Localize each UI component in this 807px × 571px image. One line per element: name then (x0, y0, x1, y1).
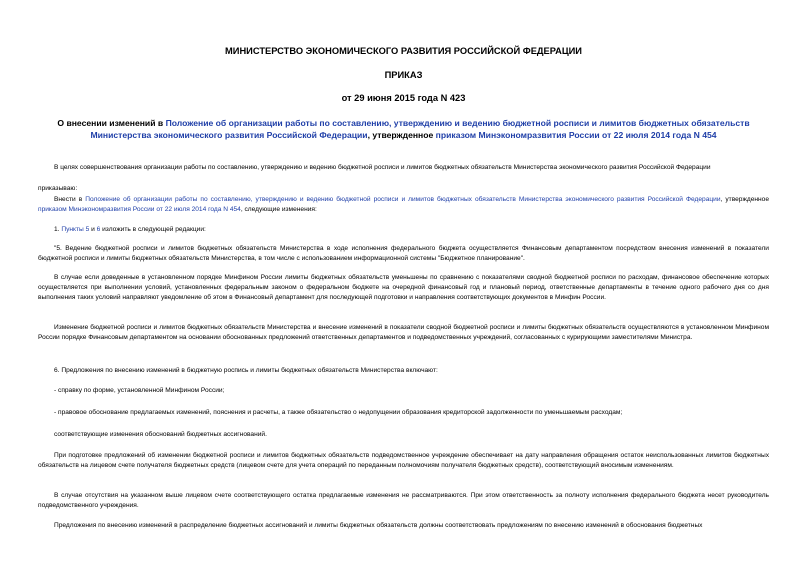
paragraph-8: 6. Предложения по внесению изменений в бюджетную роспись и лимиты бюджетных обязательств Министерства включают: (54, 367, 438, 374)
paragraph-12: При подготовке предложений об изменении бюджетной росписи и лимитов бюджетных обязательств подведомственное учреждение обеспечивает на дату направления обращения остаток неиспользованных лимитов бюджетных обязательств на лицевом счете получателя бюджетных средств (лицевом счете для учета операций по переданным полномочиям получателя бюджетных средств), соответствующий вносимым изменениям. (38, 452, 769, 469)
doc-date-number: от 29 июня 2015 года N 423 (341, 93, 466, 103)
link-points-5[interactable]: Пункты 5 (61, 226, 90, 233)
title-middle: , утвержденное (367, 130, 436, 140)
paragraph-amend (38, 195, 769, 215)
paragraph-11: соответствующие изменения обоснований бюджетных ассигнований. (54, 431, 267, 438)
paragraph-9: - справку по форме, установленной Минфином России; (54, 387, 225, 394)
link-point-6[interactable]: 6 (96, 226, 101, 233)
amend-prefix: Внести в (54, 196, 86, 203)
amend-link-order[interactable]: приказом Минэкономразвития России от 22 июля 2014 года N 454 (38, 206, 241, 213)
doc-type-heading: ПРИКАЗ (384, 70, 423, 80)
amend-mid: , утвержденное (720, 196, 769, 203)
paragraph-7: Изменение бюджетной росписи и лимитов бюджетных обязательств Министерства и внесение изменений в показатели сводной бюджетной росписи и лимиты бюджетных обязательств осуществляются в установленном Минфином России порядке Финансовым департаментом на основании обоснованных предложений ответственных департаментов и подведомственных учреждений, согласованных с курирующими заместителями Министра. (38, 324, 769, 341)
item1-suffix: изложить в следующей редакции: (100, 226, 206, 233)
paragraph-item-1 (38, 225, 769, 235)
paragraph-preamble: В целях совершенствования организации работы по составлению, утверждению и ведению бюджетной росписи и лимитов бюджетных обязательств Министерства экономического развития Российской Федерации (54, 164, 711, 171)
paragraph-13: В случае отсутствия на указанном выше лицевом счете соответствующего остатка предлагаемые изменения не рассматриваются. При этом ответственность за полноту исполнения федерального бюджета несет руководитель подведомственного учреждения. (38, 492, 769, 509)
amend-link-regulation[interactable]: Положение об организации работы по составлению, утверждению и ведению бюджетной росписи и лимитов бюджетных обязательств Министерства экономического развития Российской Федерации (85, 196, 721, 203)
paragraph-6: В случае если доведенные в установленном порядке Минфином России лимиты бюджетных обязательств уменьшены по сравнению с показателями сводной бюджетной росписи по расходам, финансовое обеспечение которых осуществляется при выполнении условий, установленных федеральным законом о федеральном бюджете на очередной финансовый год и плановый период, ответственные департаменты в течение одного рабочего дня со дня выполнения таких условий направляют уведомление об этом в Финансовый департамент для последующей подготовки и направления соответствующих документов в Минфин России. (38, 274, 769, 301)
title-link-regulation[interactable]: Положение об организации работы по составлению, утверждению и ведению бюджетной росписи и лимитов бюджетных обязательств Министерства экономического развития Российской Федерации (90, 118, 750, 140)
title-link-order[interactable]: приказом Минэкономразвития России от 22 июля 2014 года N 454 (435, 130, 717, 140)
item1-and: и (89, 226, 97, 233)
ministry-heading: МИНИСТЕРСТВО ЭКОНОМИЧЕСКОГО РАЗВИТИЯ РОССИЙСКОЙ ФЕДЕРАЦИИ (225, 46, 582, 56)
paragraph-14: Предложения по внесению изменений в распределение бюджетных ассигнований и лимиты бюджетных обязательств должны соответствовать предложениям по внесению изменений в обоснования бюджетных (54, 522, 703, 529)
paragraph-10: - правовое обоснование предлагаемых изменений, пояснения и расчеты, а также обязательство о недопущении образования кредиторской задолженности по уменьшаемым расходам; (54, 409, 623, 416)
paragraph-5: "5. Ведение бюджетной росписи и лимитов бюджетных обязательств Министерства в ходе исполнения федерального бюджета осуществляется Финансовым департаментом посредством внесения изменений в показатели бюджетной росписи и лимиты бюджетных обязательств Министерства, в том числе с использованием информационной системы "Бюджетное планирование". (38, 245, 769, 262)
document-title (38, 117, 769, 141)
paragraph-order-word: приказываю: (38, 185, 78, 192)
item1-prefix: 1. (54, 226, 62, 233)
title-prefix: О внесении изменений в (57, 118, 166, 128)
amend-suffix: , следующие изменения: (240, 206, 317, 213)
